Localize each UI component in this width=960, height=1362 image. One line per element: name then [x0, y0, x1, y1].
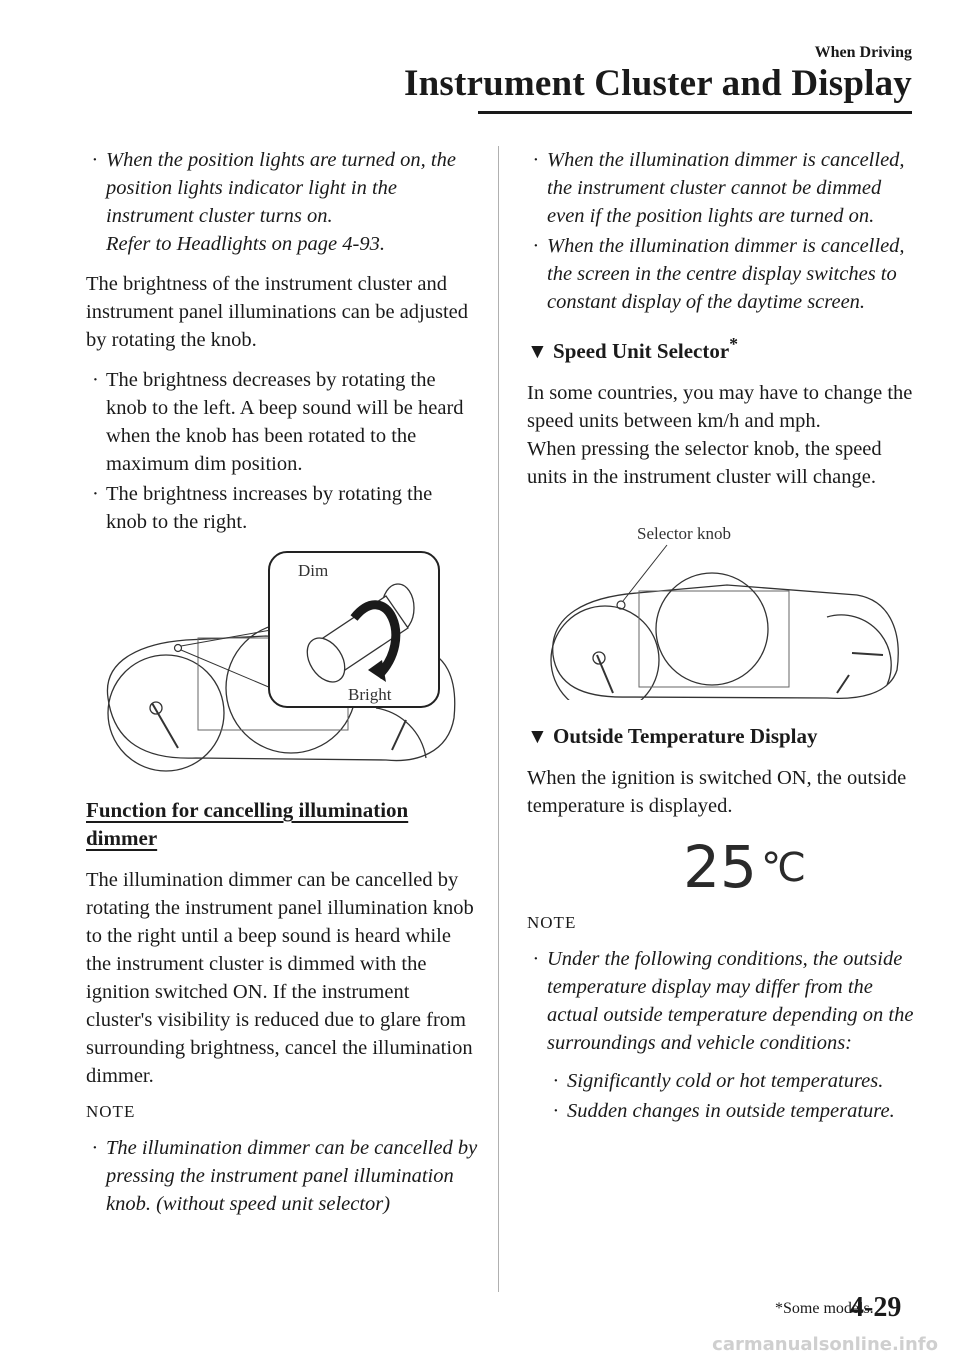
page-title: Instrument Cluster and Display — [404, 63, 912, 104]
header-rule — [478, 111, 912, 114]
note-bullet-cancelled-1: · When the illumination dimmer is cancelled, the instrument cluster cannot be dimmed even if the position lights are turned on. — [533, 149, 905, 227]
page-number: 4-29 — [850, 1292, 902, 1323]
note-bullet-left: · The illumination dimmer can be cancelled by pressing the instrument panel illumination knob. (without speed unit selector) — [92, 1137, 478, 1215]
bullet-position-lights: · When the position lights are turned on, the position lights indicator light in the instrument cluster turns on. Refer to Headlights on page 4-93. — [92, 149, 456, 255]
sub-bullet-sudden-changes: · Sudden changes in outside temperature. — [553, 1100, 895, 1122]
bullet-decrease: · The brightness decreases by rotating the knob to the left. A beep sound will be heard when the knob has been rotated to the maximum dim position. — [92, 369, 464, 475]
bullet-increase: · The brightness increases by rotating the knob to the right. — [92, 483, 433, 533]
speed-paragraph-1: In some countries, you may have to change the speed units between km/h and mph. — [527, 382, 913, 432]
selector-knob-figure — [527, 505, 922, 700]
triangle-down-icon: ▼ — [527, 724, 548, 748]
triangle-down-icon: ▼ — [527, 339, 548, 363]
temperature-heading: ▼ Outside Temperature Display — [527, 724, 818, 748]
left-column — [86, 146, 478, 1220]
selector-knob-label: Selector knob — [637, 524, 731, 543]
right-column — [527, 146, 922, 1127]
sub-bullet-temperatures: · Significantly cold or hot temperatures. — [553, 1070, 884, 1092]
dimmer-subheading: Function for cancelling illumination dimmer — [86, 798, 409, 850]
note-label-left: NOTE — [86, 1102, 136, 1121]
header-section-label: When Driving — [814, 44, 912, 61]
note-bullet-conditions: · Under the following conditions, the outside temperature display may differ from the actual outside temperature depending on the surroundings and vehicle conditions: — [533, 948, 914, 1054]
speed-paragraph-2: When pressing the selector knob, the speed units in the instrument cluster will change. — [527, 438, 882, 488]
footnote: *Some models. — [775, 1300, 874, 1317]
column-divider — [498, 146, 499, 1292]
speed-unit-heading: ▼ Speed Unit Selector* — [527, 334, 738, 363]
note-bullet-cancelled-2: · When the illumination dimmer is cancelled, the screen in the centre display switches to constant display of the daytime screen. — [533, 235, 905, 313]
dim-label: Dim — [298, 561, 329, 580]
note-label-right: NOTE — [527, 913, 577, 932]
bright-label: Bright — [348, 685, 392, 704]
temperature-readout: 25 ℃ — [683, 833, 806, 901]
intro-paragraph: The brightness of the instrument cluster and instrument panel illuminations can be adjusted by rotating the knob. — [86, 273, 469, 351]
dimmer-body: The illumination dimmer can be cancelled by rotating the instrument panel illumination knob to the right until a beep sound is heard while the instrument cluster is dimmed with the ignition switched ON. If the instrument cluster's visibility is reduced due to glare from surrounding brightness, cancel the illumination dimmer. — [86, 869, 474, 1087]
temperature-body: When the ignition is switched ON, the outside temperature is displayed. — [527, 767, 907, 817]
watermark: carmanualsonline.info — [712, 1334, 938, 1355]
dimmer-knob-figure — [86, 548, 478, 778]
